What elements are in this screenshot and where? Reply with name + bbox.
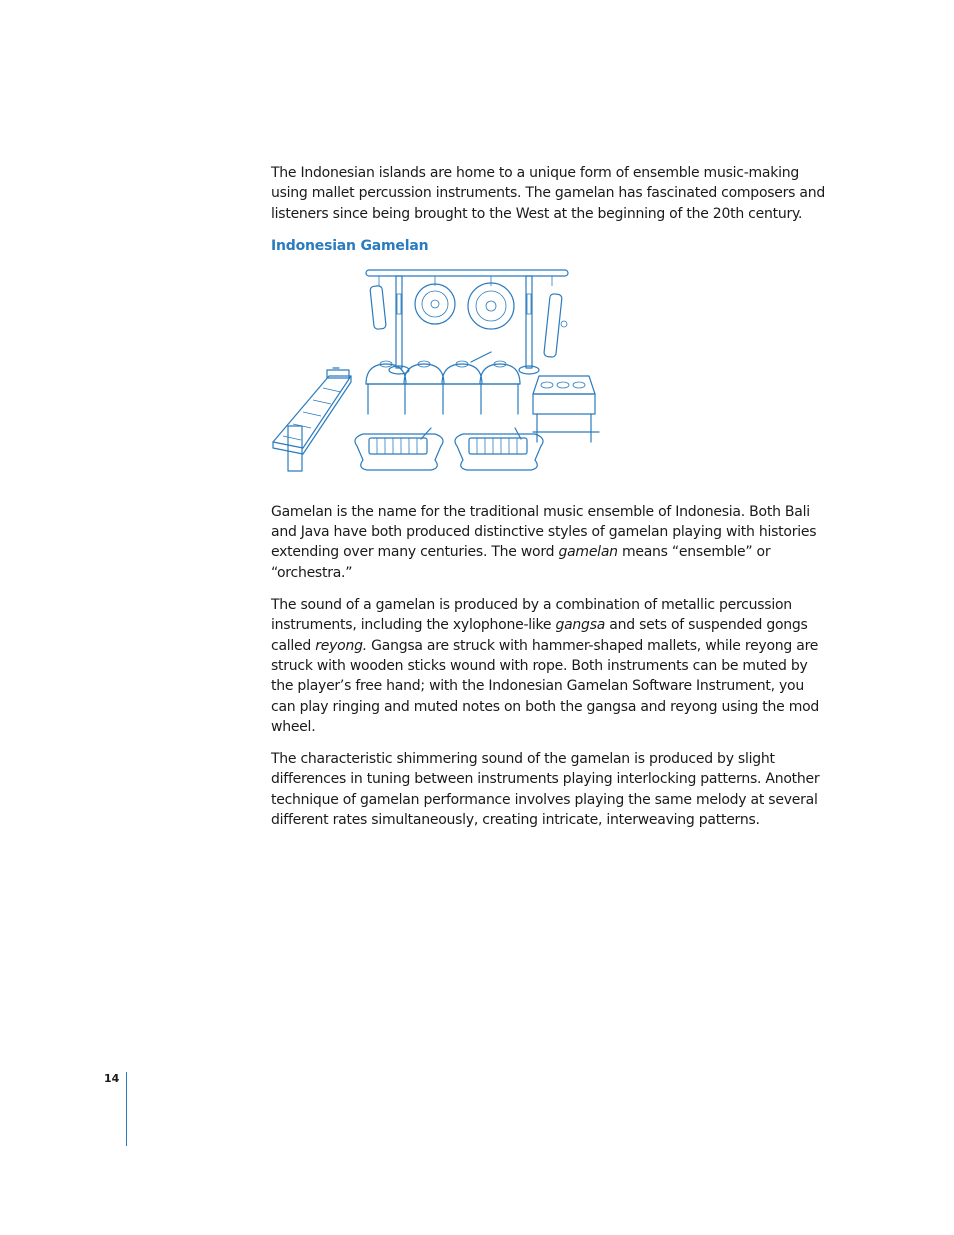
para2-text-3: Gangsa are struck with hammer-shaped mallets, while reyong are struck with wooden sticks wound with rope. Both instruments can be muted by the player’s free hand; with the Indonesian Gamelan Software Instrument, you can play ringing and muted notes on both the gangsa and reyong using the mod wheel. xyxy=(271,637,820,735)
gamelan-definition-paragraph xyxy=(271,502,831,583)
para2-text-2: and sets of suspended gongs called xyxy=(271,617,808,654)
gamelan-ensemble-drawing xyxy=(271,264,611,489)
para1-text-end: means “ensemble” or “orchestra.” xyxy=(271,544,771,581)
shimmering-sound-paragraph: The characteristic shimmering sound of the gamelan is produced by slight differences in tuning between instruments playing interlocking patterns. Another technique of gamelan performance involves playing the same melody at several different rates simultaneously, creating intricate, interweaving patterns. xyxy=(271,751,820,829)
para2-text-1: The sound of a gamelan is produced by a combination of metallic percussion instruments, including the xylophone-like xyxy=(271,597,792,634)
para1-text-start: Gamelan is the name for the traditional music ensemble of Indonesia. Both Bali and Java have both produced distinctive styles of gamelan playing with histories extending over many centuries. The word xyxy=(271,503,817,561)
gamelan-sound-paragraph xyxy=(271,595,831,737)
term-reyong: reyong. xyxy=(315,637,367,654)
term-gamelan: gamelan xyxy=(558,544,618,561)
gamelan-illustration xyxy=(271,264,611,489)
page-margin-rule xyxy=(126,1072,127,1146)
page-number: 14 xyxy=(104,1072,120,1085)
section-heading: Indonesian Gamelan xyxy=(271,237,429,254)
term-gangsa: gangsa xyxy=(555,617,606,634)
main-column xyxy=(271,163,831,842)
intro-paragraph: The Indonesian islands are home to a unique form of ensemble music-making using mallet percussion instruments. The gamelan has fascinated composers and listeners since being brought to the West at the beginning of the 20th century. xyxy=(271,165,826,222)
